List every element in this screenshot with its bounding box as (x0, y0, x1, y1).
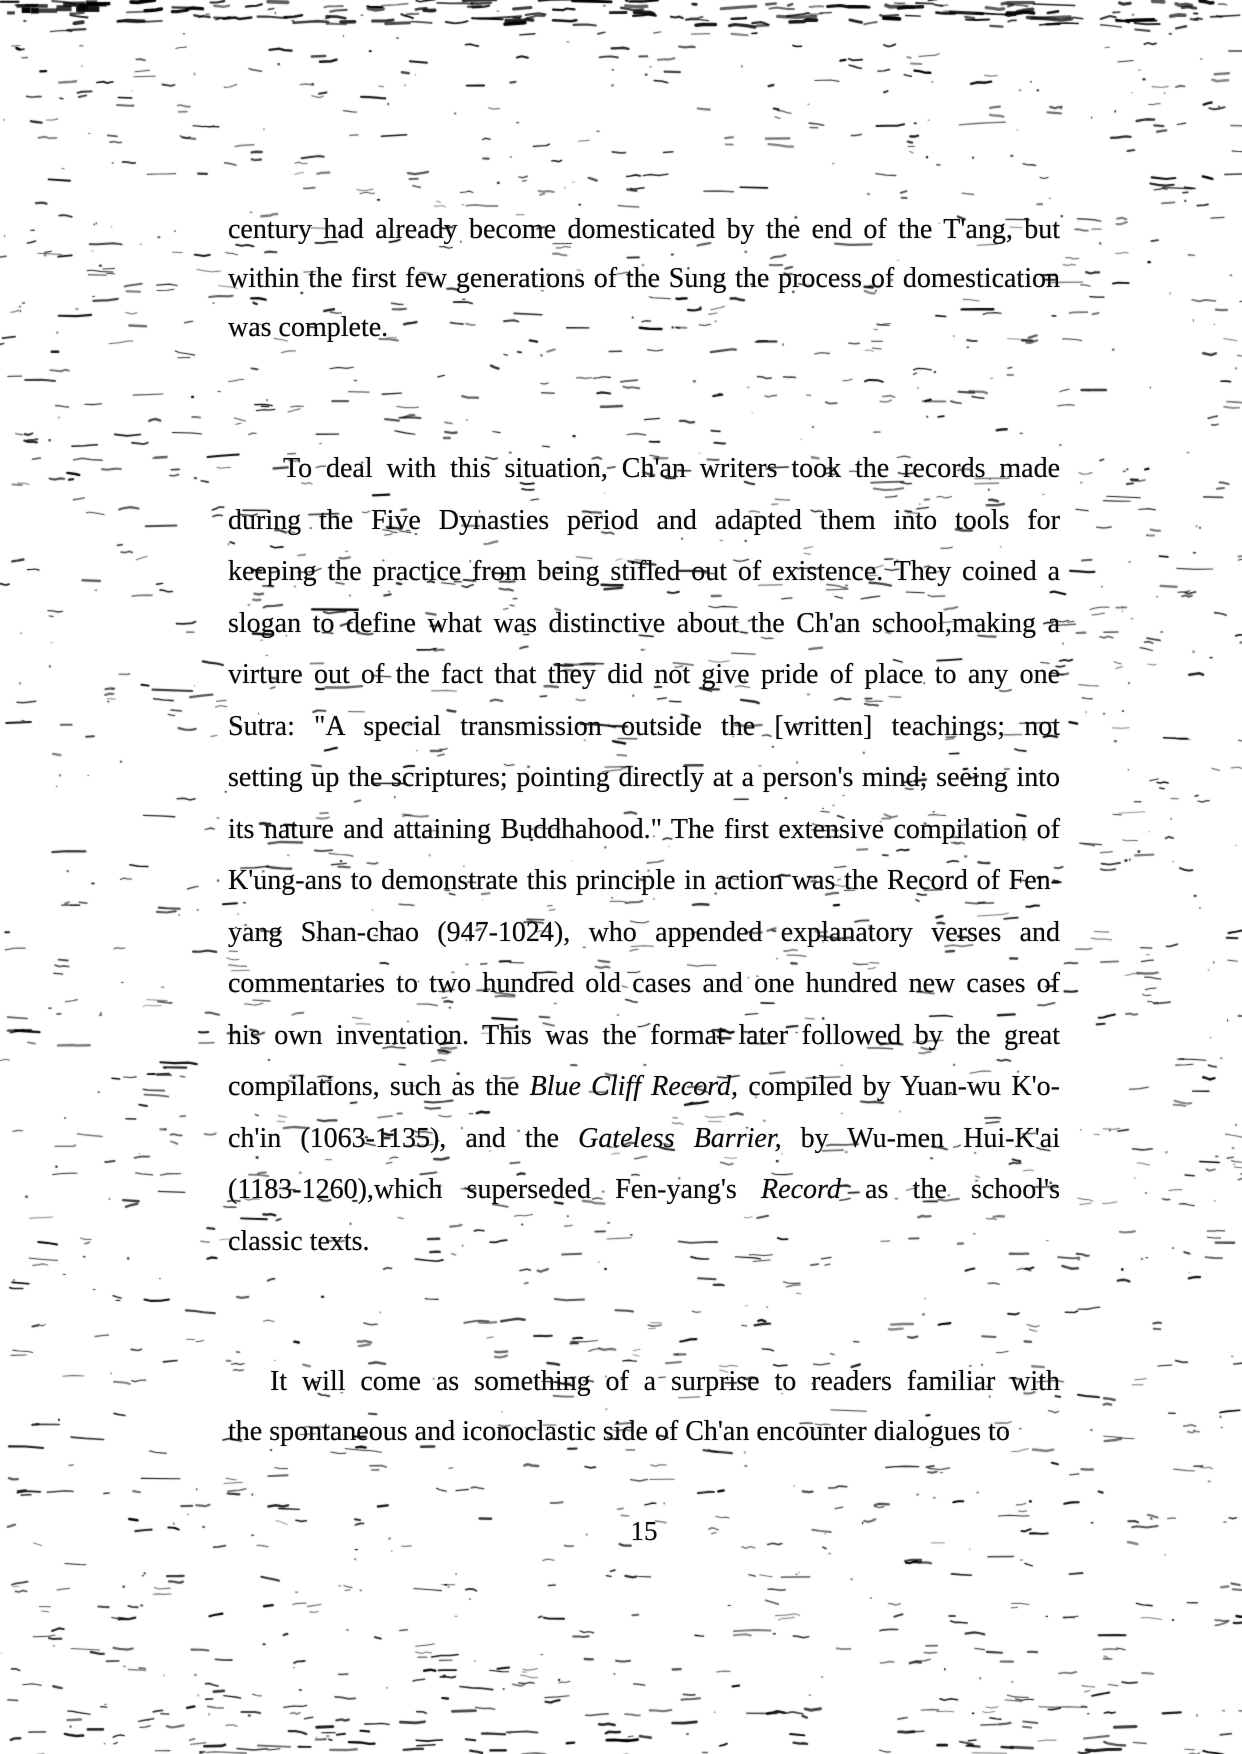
text-line (228, 1216, 1060, 1268)
paragraph (228, 443, 1060, 1267)
text-segment: classic texts. (228, 1225, 370, 1257)
book-title-italic: Gateless Barrier, (578, 1122, 782, 1154)
book-title-italic: Record (761, 1174, 841, 1205)
text-line (228, 1113, 1060, 1165)
text-segment: slogan to define what was distinctive about the Ch'an school,making a (228, 607, 1060, 639)
text-segment: within the first few generations of the Sung the process of domestication (228, 263, 1060, 294)
text-line (228, 1061, 1060, 1113)
text-segment: during the Five Dynasties period and adapted them into tools for (228, 504, 1060, 536)
text-line (228, 254, 1060, 303)
book-title-italic: Blue Cliff Record, (529, 1071, 739, 1102)
text-segment: compiled by Yuan-wu K'o- (738, 1071, 1060, 1102)
text-line (228, 958, 1060, 1010)
text-segment: K'ung-ans to demonstrate this principle in action was the Record of Fen- (228, 865, 1060, 896)
text-segment: setting up the scriptures; pointing directly at a person's mind; seeing into (228, 762, 1060, 793)
paragraph (228, 1357, 1060, 1457)
text-segment: Sutra: "A special transmission outside the [written] teachings; not (228, 710, 1060, 742)
text-line (228, 495, 1060, 547)
text-segment: century had already become domesticated by the end of the T'ang, but (228, 214, 1060, 245)
text-line (228, 443, 1060, 495)
text-line (228, 907, 1060, 959)
text-segment: commentaries to two hundred old cases and one hundred new cases of (228, 968, 1060, 999)
text-line (228, 303, 1060, 352)
text-line (228, 701, 1060, 753)
text-line (228, 598, 1060, 650)
text-segment: by Wu-men Hui-K'ai (781, 1122, 1060, 1154)
text-line (228, 752, 1060, 804)
text-segment: virture out of the fact that they did not give pride of place to any one (228, 659, 1060, 690)
text-segment: keeping the practice from being stifled out of existence. They coined a (228, 556, 1060, 587)
text-line (228, 855, 1060, 907)
text-segment: (1183-1260),which superseded Fen-yang's (228, 1174, 762, 1205)
text-segment: his own inventation. This was the format later followed by the great (228, 1019, 1060, 1051)
page-number: 15 (630, 1516, 658, 1546)
text-segment: the spontaneous and iconoclastic side of Ch'an encounter dialogues to (228, 1416, 1010, 1447)
text-segment: its nature and attaining Buddhahood." The first extensive compilation of (228, 813, 1060, 845)
paragraph (228, 205, 1060, 352)
text-line (228, 205, 1060, 254)
text-segment: It will come as something of a surprise to readers familiar with (270, 1366, 1060, 1397)
text-line (228, 649, 1060, 701)
text-line (228, 1010, 1060, 1062)
text-line (228, 546, 1060, 598)
text-line (228, 804, 1060, 856)
text-segment: ch'in (1063-1135), and the (228, 1122, 579, 1154)
text-segment: as the school's (840, 1174, 1060, 1205)
text-segment: was complete. (228, 312, 389, 343)
text-line (228, 1407, 1060, 1457)
text-segment: To deal with this situation, Ch'an writers took the records made (283, 453, 1060, 484)
text-line (228, 1164, 1060, 1216)
text-segment: compilations, such as the (228, 1071, 530, 1102)
text-line (228, 1357, 1060, 1407)
text-segment: yang Shan-chao (947-1024), who appended explanatory verses and (228, 916, 1060, 948)
